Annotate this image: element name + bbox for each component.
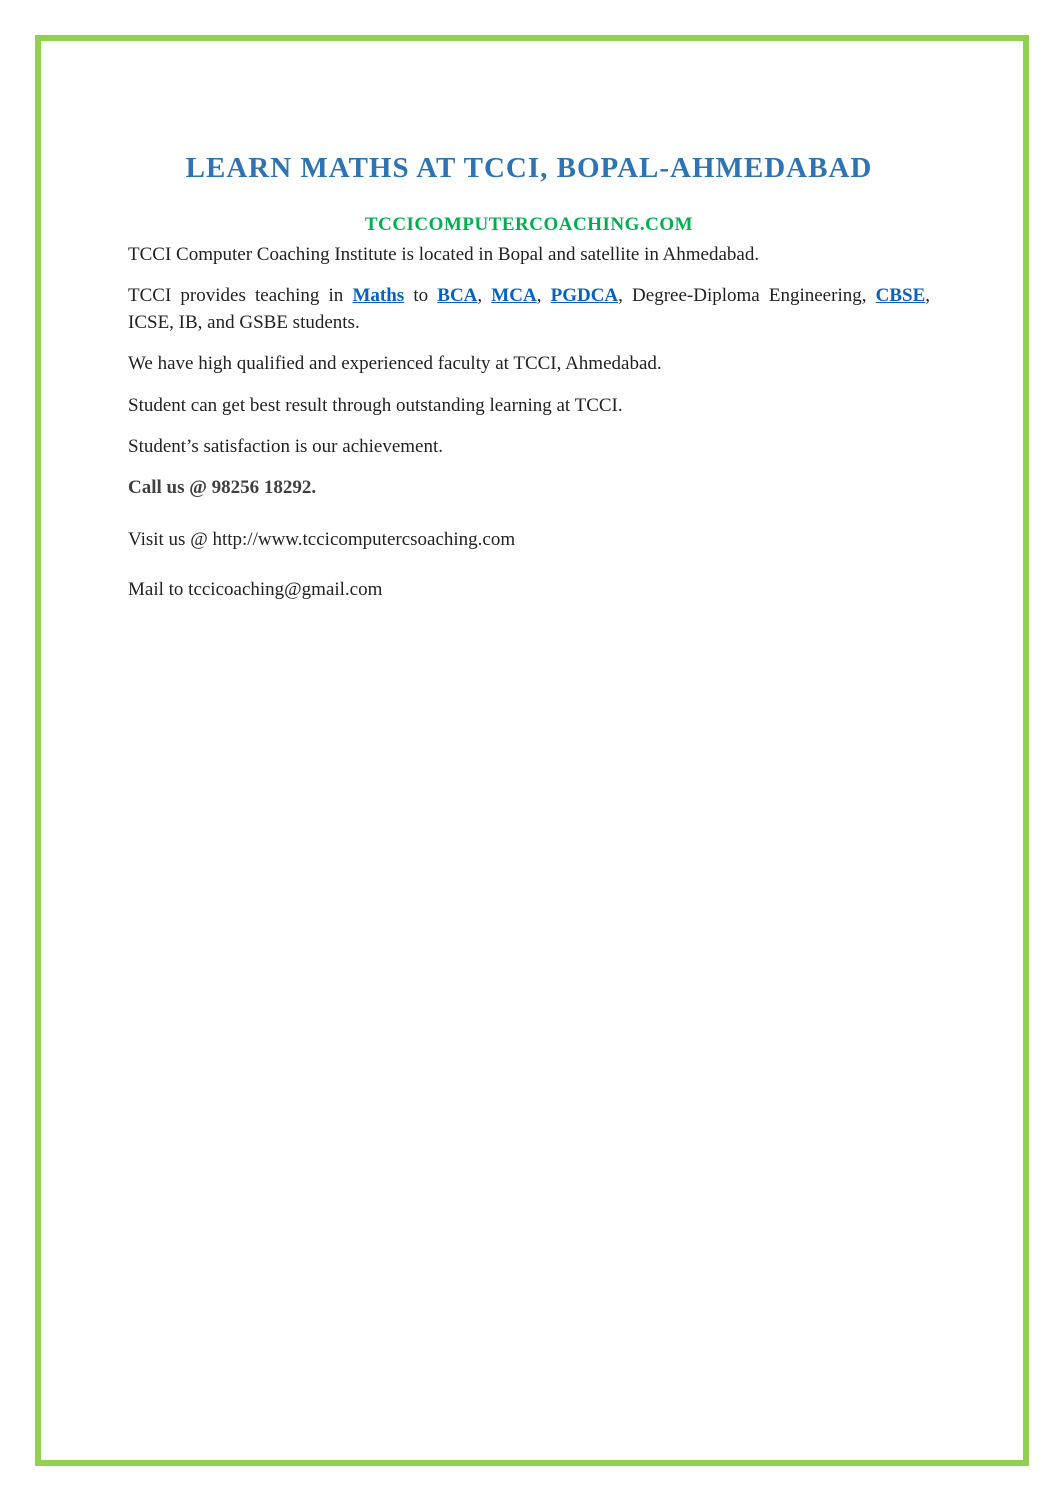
page-title: LEARN MATHS AT TCCI, BOPAL-AHMEDABAD bbox=[185, 152, 873, 184]
satisfaction-paragraph: Student’s satisfaction is our achievement. bbox=[128, 436, 444, 457]
call-line: Call us @ 98256 18292. bbox=[128, 477, 317, 498]
mca-link[interactable]: MCA bbox=[491, 285, 537, 306]
mail-line: Mail to tccicoaching@gmail.com bbox=[128, 579, 383, 600]
to-text: to bbox=[404, 285, 438, 306]
courses-prefix: TCCI provides teaching in bbox=[128, 285, 353, 306]
comma-text: , bbox=[477, 285, 492, 306]
pgdca-link[interactable]: PGDCA bbox=[550, 285, 619, 306]
faculty-paragraph: We have high qualified and experienced faculty at TCCI, Ahmedabad. bbox=[128, 353, 662, 374]
bca-link[interactable]: BCA bbox=[437, 285, 478, 306]
site-subtitle: TCCICOMPUTERCOACHING.COM bbox=[364, 214, 694, 235]
courses-suffix: , ICSE, IB, and GSBE students. bbox=[128, 285, 931, 333]
maths-link[interactable]: Maths bbox=[352, 285, 405, 306]
intro-paragraph: TCCI Computer Coaching Institute is located in Bopal and satellite in Ahmedabad. bbox=[128, 244, 760, 265]
visit-line: Visit us @ http://www.tccicomputercsoaching.com bbox=[128, 529, 516, 550]
comma-text: , bbox=[536, 285, 551, 306]
cbse-link[interactable]: CBSE bbox=[875, 285, 926, 306]
result-paragraph: Student can get best result through outstanding learning at TCCI. bbox=[128, 395, 623, 416]
courses-middle: , Degree-Diploma Engineering, bbox=[618, 285, 876, 306]
courses-paragraph bbox=[128, 282, 930, 336]
